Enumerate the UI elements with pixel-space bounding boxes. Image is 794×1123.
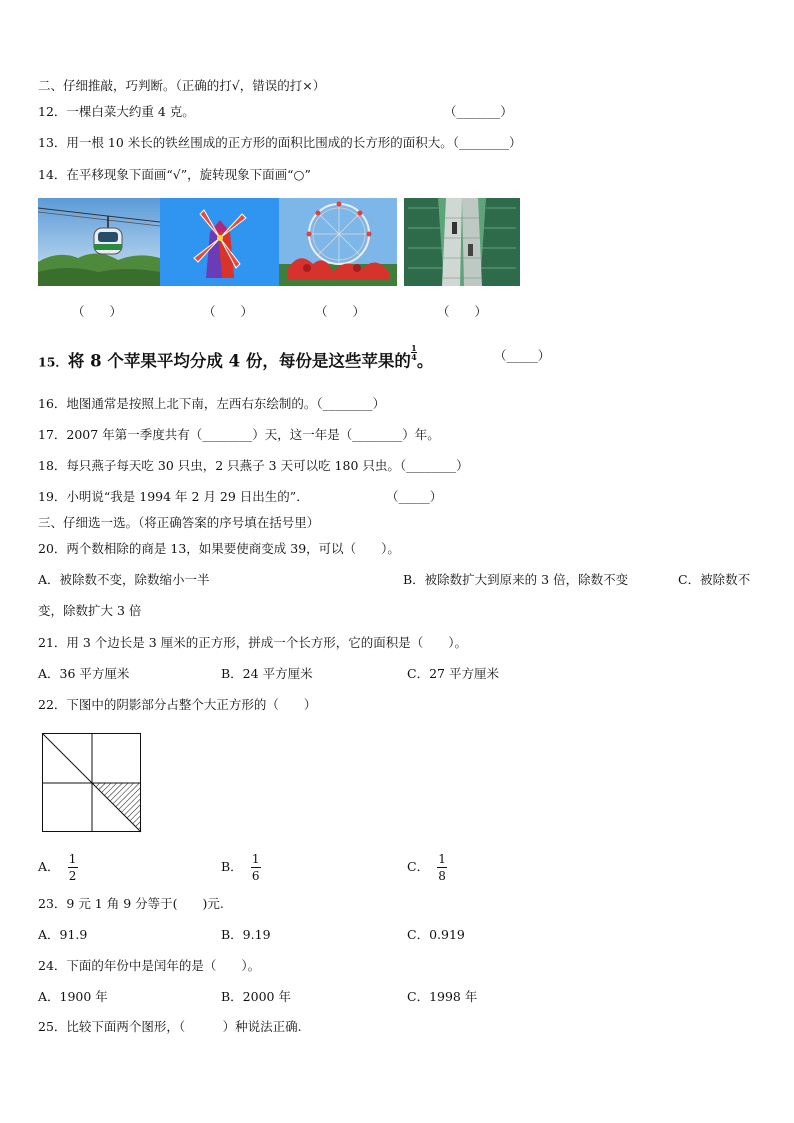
- option-22-a[interactable]: A． $\frac{1}{2}$: [38, 852, 77, 883]
- question-15-text: 将 8 个苹果平均分成 4 份，每份是这些苹果的: [67, 351, 411, 371]
- question-24: 24．下面的年份中是闰年的是（ ）。: [38, 958, 261, 973]
- option-22-b[interactable]: B． $\frac{1}{6}$: [221, 852, 260, 883]
- option-21-b[interactable]: B．24 平方厘米: [221, 666, 313, 681]
- answer-paren-14-3[interactable]: （ ）: [315, 304, 366, 319]
- answer-blank-15[interactable]: （_____）: [494, 348, 551, 363]
- shaded-square-figure: [42, 733, 142, 836]
- question-15: 15．将 8 个苹果平均分成 4 份，每份是这些苹果的 $\frac{1}{4}$ 。: [38, 343, 434, 371]
- option-23-b[interactable]: B．9.19: [221, 927, 271, 942]
- option-21-a[interactable]: A．36 平方厘米: [38, 666, 130, 681]
- fraction-one-quarter: $\frac{1}{4}$: [411, 343, 417, 362]
- option-20-b[interactable]: B．被除数扩大到原来的 3 倍，除数不变: [403, 572, 629, 587]
- answer-blank-12[interactable]: （_______）: [444, 104, 513, 119]
- option-20-c-continued: 变，除数扩大 3 倍: [38, 603, 142, 618]
- answer-paren-14-1[interactable]: （ ）: [72, 304, 123, 319]
- option-23-c[interactable]: C．0.919: [407, 927, 465, 942]
- question-15-number: 15．: [38, 354, 68, 370]
- section-2-heading: 二、仔细推敲，巧判断。（正确的打√，错误的打×）: [38, 78, 326, 93]
- option-21-c[interactable]: C．27 平方厘米: [407, 666, 499, 681]
- question-23: 23．9 元 1 角 9 分等于( )元.: [38, 896, 224, 911]
- option-23-a[interactable]: A．91.9: [38, 927, 88, 942]
- option-24-c[interactable]: C．1998 年: [407, 989, 478, 1004]
- question-25: 25．比较下面两个图形，（ ）种说法正确.: [38, 1019, 302, 1034]
- answer-paren-14-4[interactable]: （ ）: [437, 304, 488, 319]
- option-20-a[interactable]: A．被除数不变，除数缩小一半: [38, 572, 210, 587]
- question-12: 12．一棵白菜大约重 4 克。: [38, 104, 195, 119]
- windmill-image: [160, 198, 279, 286]
- cable-car-image: [38, 198, 160, 286]
- option-20-c[interactable]: C．被除数不: [678, 572, 751, 587]
- ferris-wheel-image: [279, 198, 397, 286]
- option-24-b[interactable]: B．2000 年: [221, 989, 291, 1004]
- question-22: 22．下图中的阴影部分占整个大正方形的（ ）: [38, 697, 317, 712]
- question-19: 19．小明说“我是 1994 年 2 月 29 日出生的”．: [38, 489, 309, 504]
- question-21: 21．用 3 个边长是 3 厘米的正方形，拼成一个长方形，它的面积是（ ）。: [38, 635, 467, 650]
- option-22-c[interactable]: C． $\frac{1}{8}$: [407, 852, 446, 883]
- answer-paren-14-2[interactable]: （ ）: [203, 304, 254, 319]
- option-24-a[interactable]: A．1900 年: [38, 989, 108, 1004]
- answer-blank-19[interactable]: （_____）: [386, 489, 443, 504]
- question-20: 20．两个数相除的商是 13，如果要使商变成 39，可以（ ）。: [38, 541, 400, 556]
- question-17: 17．2007 年第一季度共有（________）天，这一年是（________）年。: [38, 427, 440, 442]
- question-18: 18．每只燕子每天吃 30 只虫，2 只燕子 3 天可以吃 180 只虫。（________）: [38, 458, 469, 473]
- section-3-heading: 三、仔细选一选。（将正确答案的序号填在括号里）: [38, 515, 320, 530]
- question-14: 14．在平移现象下面画“√”，旋转现象下面画“○”: [38, 167, 311, 182]
- question-16: 16．地图通常是按照上北下南，左西右东绘制的。（________）: [38, 396, 386, 411]
- escalator-image: [404, 198, 520, 286]
- question-13: 13．用一根 10 米长的铁丝围成的正方形的面积比围成的长方形的面积大。（________）: [38, 135, 522, 150]
